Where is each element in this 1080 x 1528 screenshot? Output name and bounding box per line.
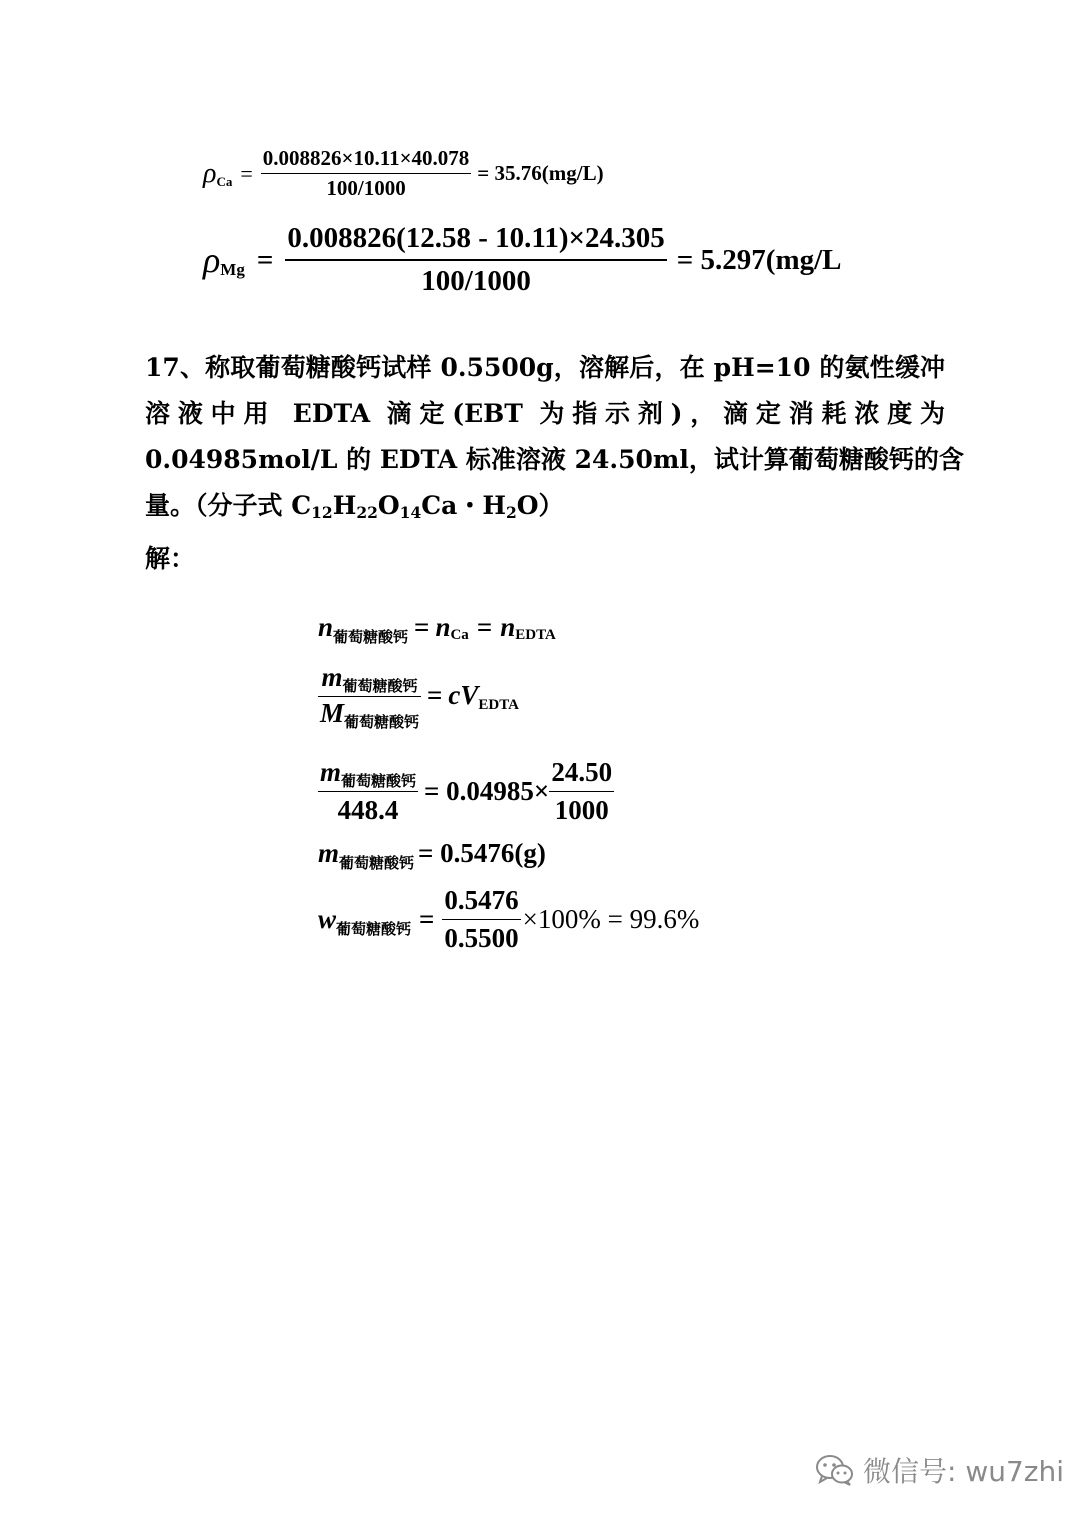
solution-line-4: [318, 838, 546, 872]
equals-sign: =: [419, 904, 435, 934]
formula-o: O: [377, 491, 400, 520]
equals-sign: =: [414, 612, 430, 642]
wechat-watermark: [815, 1450, 1064, 1490]
var-n: n: [500, 612, 516, 642]
result-percentage: ×100% = 99.6%: [522, 904, 700, 934]
subscript-compound: 葡萄糖酸钙: [341, 772, 417, 790]
answer-label: 解：: [145, 543, 196, 573]
formula-sub-c: 12: [311, 502, 333, 522]
solution-line-1: [318, 612, 556, 646]
formula-sub-o: 14: [399, 502, 422, 522]
formula-rest: Ca・H: [421, 491, 506, 520]
problem-line: 17、称取葡萄糖酸钙试样 0.5500g，溶解后，在 pH=10 的氨性缓冲: [145, 353, 945, 382]
denominator: 0.5500: [444, 923, 519, 953]
problem-line: 溶液中用 EDTA 滴定(EBT 为指示剂)，滴定消耗浓度为: [145, 399, 945, 428]
fraction-ca: [261, 146, 472, 201]
formula-sub-h: 22: [356, 502, 378, 522]
denominator-mg: 100/1000: [421, 265, 531, 297]
formula-tail: O）: [516, 491, 564, 520]
subscript-compound: 葡萄糖酸钙: [336, 920, 412, 938]
solution-line-5: [318, 885, 699, 954]
solution-line-2: [318, 662, 519, 729]
var-M: M: [320, 698, 345, 728]
var-m: m: [321, 662, 343, 692]
equation-rho-ca: [203, 146, 604, 201]
rho-symbol: ρ: [203, 157, 217, 189]
rho-symbol: ρ: [203, 240, 221, 280]
numerator: 24.50: [551, 757, 613, 787]
subscript-mg: Mg: [220, 260, 245, 279]
numerator: [318, 757, 418, 791]
equals-sign: =: [256, 243, 274, 276]
equation-rho-mg: [203, 222, 842, 298]
subscript-compound: 葡萄糖酸钙: [339, 854, 415, 872]
numerator-mg: 0.008826(12.58 - 10.11)×24.305: [287, 222, 665, 254]
result-mg: = 5.297(mg/L: [676, 243, 842, 276]
equals-sign: =: [427, 680, 443, 710]
denominator-ca: 100/1000: [326, 176, 406, 200]
subscript-compound: 葡萄糖酸钙: [344, 713, 420, 731]
var-cV: cV: [448, 680, 479, 710]
var-n: n: [318, 612, 334, 642]
numerator-ca: 0.008826×10.11×40.078: [262, 146, 470, 170]
problem-line: 0.04985mol/L 的 EDTA 标准溶液 24.50ml，试计算葡萄糖酸钙的含: [145, 445, 964, 474]
var-m: m: [320, 757, 342, 787]
subscript-ca: Ca: [450, 627, 469, 643]
problem-17-text: [145, 345, 964, 582]
denominator: 1000: [554, 795, 609, 825]
solution-line-3: [318, 757, 614, 826]
fraction-volume: [549, 757, 614, 826]
result-mass: = 0.5476(g): [418, 838, 546, 868]
equals-sign: =: [240, 160, 253, 186]
subscript-edta: EDTA: [515, 627, 556, 643]
fraction-m-over-molar-mass: [318, 757, 418, 826]
denominator: [318, 697, 421, 729]
equals-sign: =: [476, 612, 493, 642]
subscript-compound: 葡萄糖酸钙: [342, 677, 418, 695]
problem-line-formula: [145, 483, 945, 536]
wechat-icon: [815, 1453, 855, 1487]
var-w: w: [318, 904, 337, 934]
result-ca: = 35.76(mg/L): [477, 161, 604, 185]
formula-sub-h2: 2: [505, 502, 517, 522]
equals-product: = 0.04985×: [424, 776, 550, 806]
formula-prefix: 量。（分子式 C: [145, 491, 312, 520]
watermark-text: 微信号: wu7zhi: [863, 1455, 1065, 1488]
fraction-mass-ratio: [442, 885, 520, 954]
denominator: 448.4: [337, 795, 399, 825]
var-m: m: [318, 838, 340, 868]
fraction-m-over-M: [318, 662, 421, 729]
var-n: n: [435, 612, 451, 642]
subscript-compound: 葡萄糖酸钙: [333, 628, 409, 646]
numerator: 0.5476: [444, 885, 519, 915]
formula-h: H: [332, 491, 357, 520]
fraction-mg: [285, 222, 666, 298]
numerator: [320, 662, 420, 696]
subscript-edta: EDTA: [478, 697, 519, 713]
subscript-ca: Ca: [216, 173, 233, 189]
